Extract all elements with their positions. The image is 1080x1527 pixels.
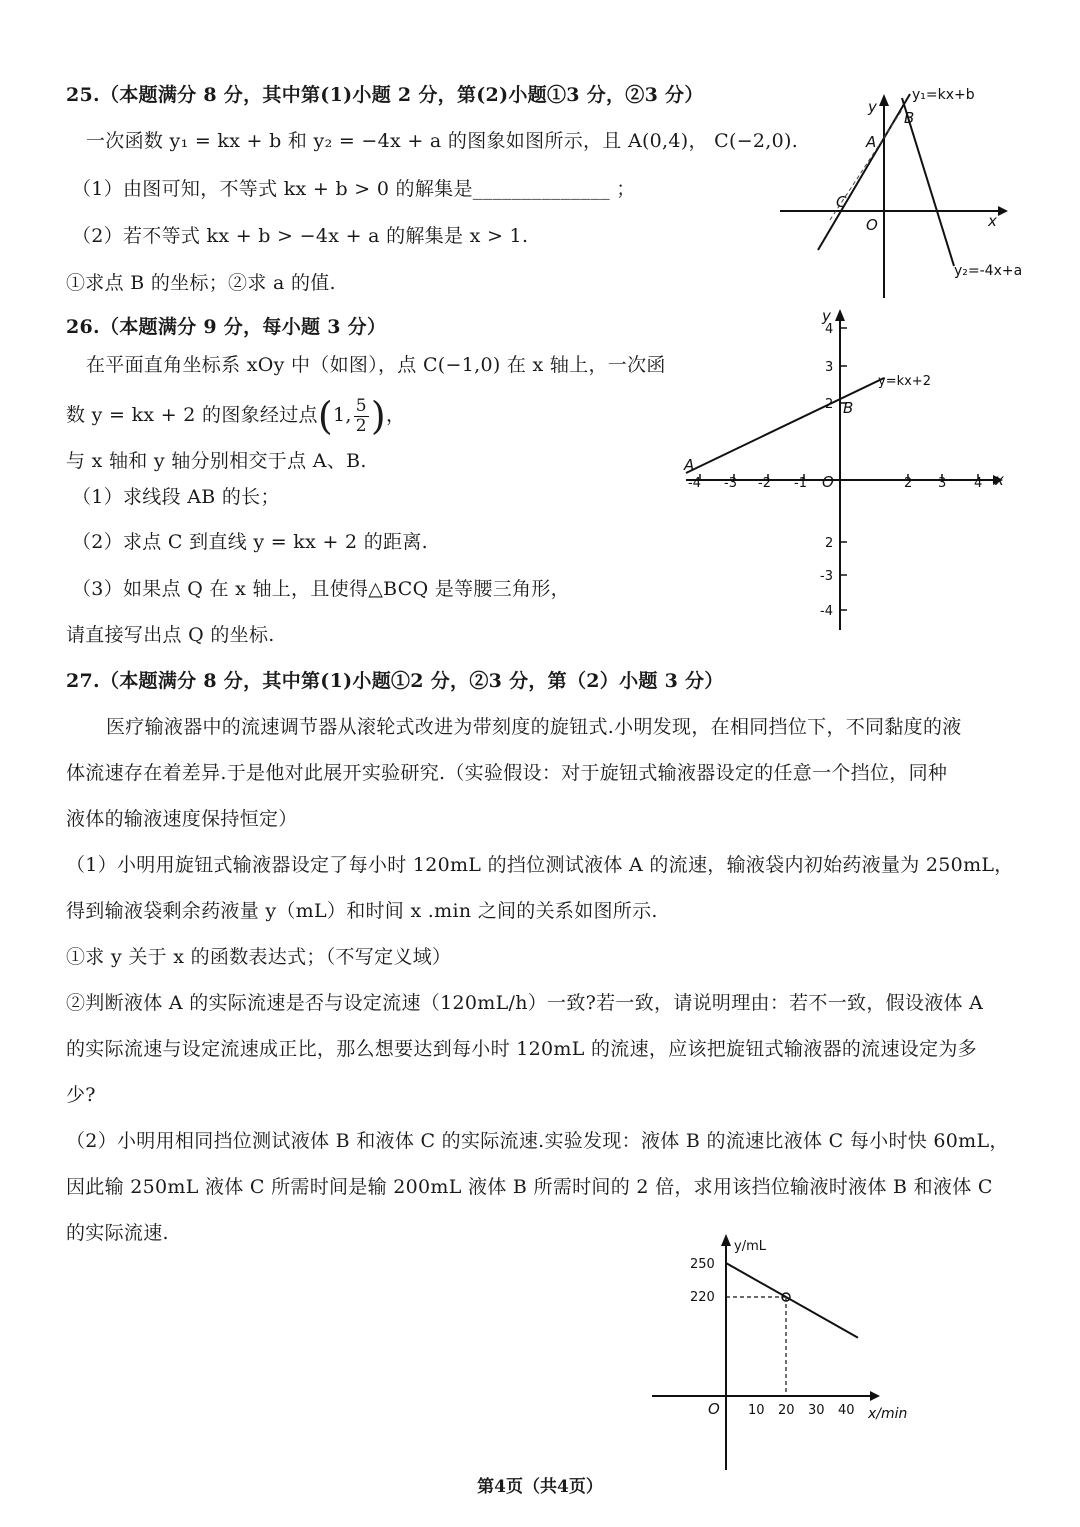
q26-point-b-label: B xyxy=(843,399,854,417)
q27-p3: 液体的输液速度保持恒定） xyxy=(66,808,298,830)
q27-xtick-label: 40 xyxy=(838,1403,855,1418)
q25-axis-x-label: x xyxy=(988,212,997,230)
q27-ytick-220: 220 xyxy=(690,1290,715,1305)
q26-line2-post: ， xyxy=(385,404,406,426)
q26-xtick-label: -4 xyxy=(688,476,701,491)
q27-p12: 的实际流速. xyxy=(66,1222,169,1244)
q27-data-line xyxy=(726,1263,858,1338)
q26-axis-y-label: y xyxy=(822,307,831,325)
q27-x-label: x/min xyxy=(868,1406,908,1422)
q27-heading: 27.（本题满分 8 分，其中第(1)小题①2 分，②3 分，第（2）小题 3 分） xyxy=(66,670,724,692)
q26-y-tickmarks xyxy=(840,328,847,610)
q26-part3: （3）如果点 Q 在 x 轴上，且使得△BCQ 是等腰三角形， xyxy=(72,578,570,600)
page-footer: 第4页（共4页） xyxy=(477,1477,603,1497)
q27-p2: 体流速存在着差异.于是他对此展开实验研究.（实验假设：对于旋钮式输液器设定的任意一个挡位，同种 xyxy=(66,762,948,784)
q26-axis-x-label: x xyxy=(995,471,1004,489)
q25-heading: 25.（本题满分 8 分，其中第(1)小题 2 分，第(2)小题①3 分，②3 分） xyxy=(66,84,704,106)
q26-line1: 在平面直角坐标系 xOy 中（如图），点 C(−1,0) 在 x 轴上，一次函 xyxy=(86,354,666,376)
q27-p11: 因此输 250mL 液体 C 所需时间是输 200mL 液体 B 所需时间的 2 倍，求用该挡位输液时液体 B 和液体 C xyxy=(66,1176,993,1198)
q26-origin-label: O xyxy=(822,473,834,491)
q25-x-arrow xyxy=(998,206,1008,216)
q27-x-arrow xyxy=(870,1391,880,1401)
q26-xtick-label: 2 xyxy=(904,476,913,491)
q27-p10: （2）小明用相同挡位测试液体 B 和液体 C 的实际流速.实验发现：液体 B 的流速比液体 C 每小时快 60mL， xyxy=(66,1130,1009,1152)
q26-fraction xyxy=(354,397,369,436)
q27-ytick-250: 250 xyxy=(690,1257,715,1272)
q25-line2-label: y₂=-4x+a xyxy=(954,263,1023,279)
q26-ytick-label: -3 xyxy=(820,569,833,584)
q27-p8: 的实际流速与设定流速成正比，那么想要达到每小时 120mL 的流速，应该把旋钮式输液器的流速设定为多 xyxy=(66,1038,977,1060)
q27-y-arrow xyxy=(721,1234,731,1246)
q26-xtick-label: -3 xyxy=(724,476,737,491)
q27-p1: 医疗输液器中的流速调节器从滚轮式改进为带刻度的旋钮式.小明发现，在相同挡位下，不同黏度的液 xyxy=(106,716,962,738)
q26-y-arrow xyxy=(835,309,845,321)
q25-origin-label: O xyxy=(866,216,878,234)
q26-frac-den: 2 xyxy=(355,415,367,436)
q26-xtick-label: -1 xyxy=(794,476,807,491)
q27-xtick-label: 10 xyxy=(748,1403,765,1418)
q27-p4: （1）小明用旋钮式输液器设定了每小时 120mL 的挡位测试液体 A 的流速，输液袋内初始药液量为 250mL， xyxy=(66,854,1014,876)
q27-graph xyxy=(640,1228,930,1478)
q25-line1-label: y₁=kx+b xyxy=(912,87,975,103)
q26-line3: 与 x 轴和 y 轴分别相交于点 A、B. xyxy=(66,450,367,472)
q26-part3b: 请直接写出点 Q 的坐标. xyxy=(66,624,275,646)
q27-p7: ②判断液体 A 的实际流速是否与设定流速（120mL/h）一致?若一致，请说明理由：若不一致，假设液体 A xyxy=(66,992,984,1014)
q26-graph xyxy=(670,305,1020,635)
q26-frac-num: 5 xyxy=(355,395,367,416)
q26-xtick-label: -2 xyxy=(758,476,771,491)
q26-heading: 26.（本题满分 9 分，每小题 3 分） xyxy=(66,316,387,338)
q26-line2-pre: 数 y = kx + 2 的图象经过点 xyxy=(66,404,318,426)
q26-xtick-label: 3 xyxy=(938,476,947,491)
q25-graph xyxy=(770,80,1060,305)
q27-p9: 少? xyxy=(66,1084,96,1106)
q26-point-x: 1, xyxy=(332,404,352,426)
q26-xtick-label: 4 xyxy=(974,476,983,491)
q25-y-arrow xyxy=(879,94,889,106)
q26-ytick-label: 2 xyxy=(825,536,834,551)
q27-xtick-label: 20 xyxy=(778,1403,795,1418)
q26-point-a-label: A xyxy=(684,456,695,474)
q26-ytick-label: 2 xyxy=(825,397,834,412)
q26-line xyxy=(686,378,884,473)
q25-part1: （1）由图可知，不等式 kx + b > 0 的解集是______________ ； xyxy=(72,178,636,200)
q25-part2: （2）若不等式 kx + b > −4x + a 的解集是 x > 1. xyxy=(72,225,529,247)
q27-p5: 得到输液袋剩余药液量 y（mL）和时间 x .min 之间的关系如图所示. xyxy=(66,900,658,922)
q27-y-label: y/mL xyxy=(734,1239,766,1254)
q25-point-b-label: B xyxy=(904,109,915,127)
q27-p6: ①求 y 关于 x 的函数表达式；（不写定义域） xyxy=(66,946,452,968)
q26-ytick-label: 3 xyxy=(825,360,834,375)
q25-stem: 一次函数 y₁ = kx + b 和 y₂ = −4x + a 的图象如图所示，且 A(0,4)， C(−2,0). xyxy=(86,130,799,152)
q25-point-a-label: A xyxy=(866,133,877,151)
q27-origin-label: O xyxy=(708,1400,720,1418)
q26-line-label: y=kx+2 xyxy=(878,374,931,389)
q26-part1: （1）求线段 AB 的长； xyxy=(72,486,280,508)
q26-part2: （2）求点 C 到直线 y = kx + 2 的距离. xyxy=(72,531,428,553)
q25-point-c-label: C xyxy=(836,193,847,211)
q27-xtick-label: 30 xyxy=(808,1403,825,1418)
q26-ytick-label: 4 xyxy=(825,322,834,337)
q25-part2-tasks: ①求点 B 的坐标；②求 a 的值. xyxy=(66,272,336,294)
q25-axis-y-label: y xyxy=(868,98,877,116)
q25-line1 xyxy=(818,94,910,250)
q26-line2: 数 y = kx + 2 的图象经过点(1, $\frac{5}{2}$ )， xyxy=(66,394,406,438)
q26-ytick-label: -4 xyxy=(820,604,833,619)
